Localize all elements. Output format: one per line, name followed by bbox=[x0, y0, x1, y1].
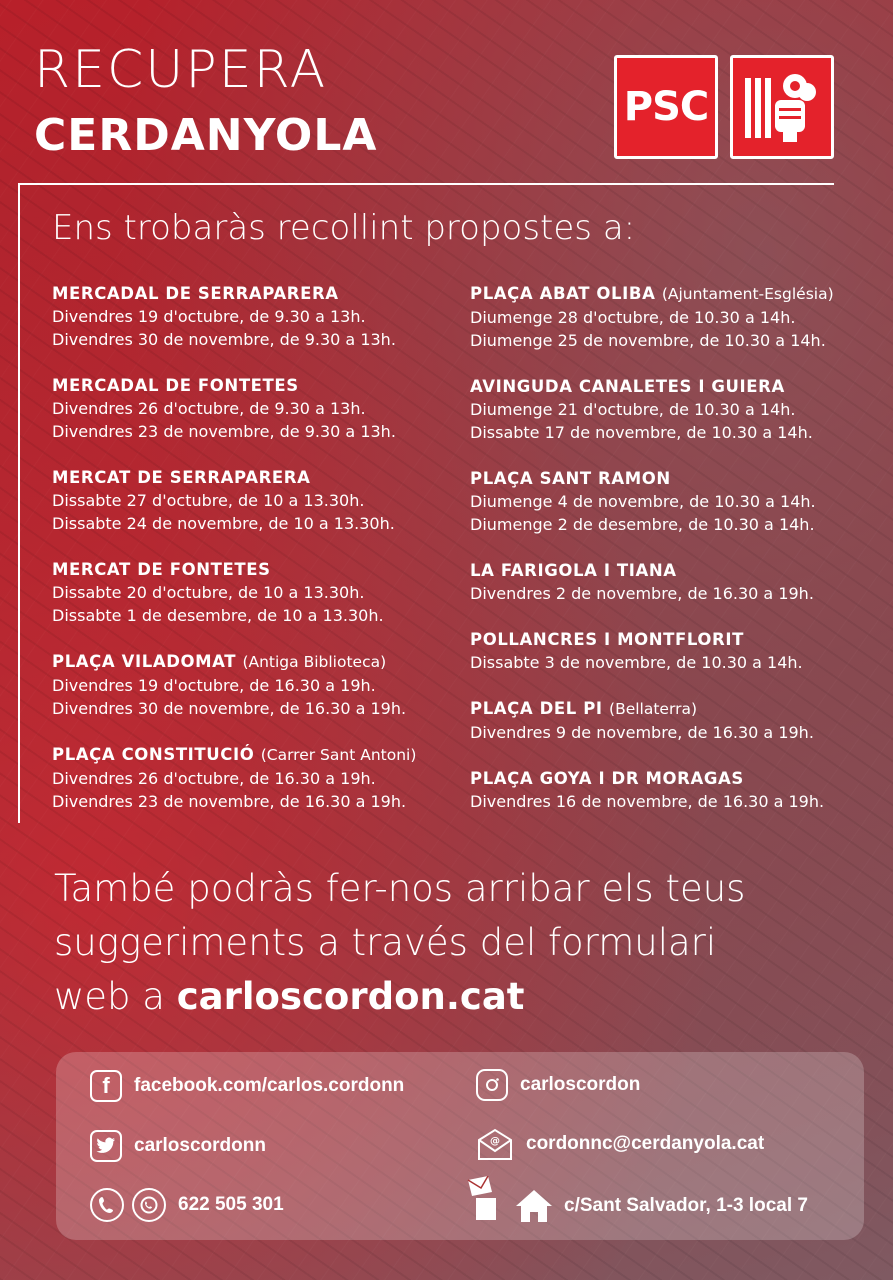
venue-block bbox=[470, 628, 870, 674]
venue-note: (Bellaterra) bbox=[609, 700, 697, 718]
venue-date: Dissabte 1 de desembre, de 10 a 13.30h. bbox=[52, 606, 384, 625]
venue-block bbox=[470, 559, 870, 605]
venue-date: Diumenge 25 de novembre, de 10.30 a 14h. bbox=[470, 331, 826, 350]
venue-date: Dissabte 20 d'octubre, de 10 a 13.30h. bbox=[52, 583, 365, 602]
email-icon bbox=[476, 1126, 514, 1162]
venue-name bbox=[470, 628, 870, 651]
venue-date: Diumenge 21 d'octubre, de 10.30 a 14h. bbox=[470, 400, 796, 419]
venue-title: MERCADAL DE SERRAPARERA bbox=[52, 284, 339, 303]
venue-date: Divendres 9 de novembre, de 16.30 a 19h. bbox=[470, 723, 814, 742]
closing-prefix: web a bbox=[54, 975, 177, 1018]
venue-block bbox=[52, 374, 452, 443]
venue-title: MERCAT DE FONTETES bbox=[52, 560, 271, 579]
venue-block bbox=[52, 282, 452, 351]
venue-block bbox=[52, 743, 452, 813]
venue-date: Diumenge 28 d'octubre, de 10.30 a 14h. bbox=[470, 308, 796, 327]
venue-block bbox=[470, 767, 870, 813]
twitter-text: carloscordonn bbox=[134, 1135, 266, 1156]
venue-date: Divendres 19 d'octubre, de 16.30 a 19h. bbox=[52, 676, 376, 695]
mailbox-icon bbox=[466, 1176, 508, 1222]
venue-date: Divendres 23 de novembre, de 9.30 a 13h. bbox=[52, 422, 396, 441]
svg-text:@: @ bbox=[490, 1136, 500, 1147]
venue-date: Divendres 2 de novembre, de 16.30 a 19h. bbox=[470, 584, 814, 603]
closing-line-3 bbox=[54, 970, 745, 1024]
closing-text bbox=[54, 862, 745, 1024]
title-line-2: CERDANYOLA bbox=[34, 110, 378, 161]
instagram-text: carloscordon bbox=[520, 1074, 641, 1095]
venue-note: (Ajuntament-Església) bbox=[661, 285, 834, 303]
facebook-icon: f bbox=[90, 1070, 122, 1102]
twitter-contact[interactable] bbox=[90, 1130, 266, 1162]
venue-name bbox=[470, 467, 870, 490]
psc-emblem-logo bbox=[730, 55, 834, 159]
psc-logo bbox=[614, 55, 718, 159]
venue-block bbox=[470, 282, 870, 352]
instagram-icon bbox=[476, 1069, 508, 1101]
venues-left-column bbox=[52, 282, 452, 836]
venue-date: Divendres 30 de novembre, de 9.30 a 13h. bbox=[52, 330, 396, 349]
venue-date: Dissabte 3 de novembre, de 10.30 a 14h. bbox=[470, 653, 803, 672]
venue-title: PLAÇA SANT RAMON bbox=[470, 469, 671, 488]
house-icon bbox=[514, 1188, 554, 1224]
venue-title: PLAÇA GOYA I DR MORAGAS bbox=[470, 769, 744, 788]
phone-icon bbox=[90, 1188, 124, 1222]
address-contact[interactable] bbox=[466, 1174, 808, 1224]
contact-panel bbox=[56, 1052, 864, 1240]
venue-block bbox=[470, 467, 870, 536]
venue-block bbox=[52, 650, 452, 720]
venue-title: LA FARIGOLA I TIANA bbox=[470, 561, 677, 580]
venue-title: PLAÇA VILADOMAT bbox=[52, 652, 237, 671]
venue-name bbox=[52, 374, 452, 397]
venue-title: MERCADAL DE FONTETES bbox=[52, 376, 299, 395]
psc-logo-text: PSC bbox=[623, 84, 709, 130]
phone-text: 622 505 301 bbox=[178, 1194, 284, 1215]
whatsapp-icon bbox=[132, 1188, 166, 1222]
venue-name bbox=[470, 767, 870, 790]
venue-name bbox=[52, 282, 452, 305]
address-text: c/Sant Salvador, 1-3 local 7 bbox=[564, 1195, 808, 1216]
venue-date: Dissabte 24 de novembre, de 10 a 13.30h. bbox=[52, 514, 395, 533]
venue-date: Diumenge 4 de novembre, de 10.30 a 14h. bbox=[470, 492, 816, 511]
venue-date: Divendres 23 de novembre, de 16.30 a 19h. bbox=[52, 792, 407, 811]
venue-name bbox=[52, 650, 452, 674]
venue-title: AVINGUDA CANALETES I GUIERA bbox=[470, 377, 785, 396]
venue-block bbox=[52, 466, 452, 535]
venues-right-column bbox=[470, 282, 870, 836]
venue-block bbox=[470, 375, 870, 444]
website-link[interactable]: carloscordon.cat bbox=[176, 975, 525, 1018]
venue-date: Dissabte 27 d'octubre, de 10 a 13.30h. bbox=[52, 491, 365, 510]
venue-date: Divendres 19 d'octubre, de 9.30 a 13h. bbox=[52, 307, 366, 326]
closing-line-2: suggeriments a través del formulari bbox=[54, 921, 717, 964]
venue-date: Diumenge 2 de desembre, de 10.30 a 14h. bbox=[470, 515, 815, 534]
venue-name bbox=[52, 466, 452, 489]
venue-date: Divendres 26 d'octubre, de 16.30 a 19h. bbox=[52, 769, 376, 788]
subtitle: Ens trobaràs recollint propostes a: bbox=[52, 208, 636, 248]
venue-note: (Antiga Biblioteca) bbox=[242, 653, 387, 671]
venue-date: Dissabte 17 de novembre, de 10.30 a 14h. bbox=[470, 423, 813, 442]
title-line-1: RECUPERA bbox=[34, 40, 328, 100]
frame-top-line bbox=[18, 183, 834, 185]
instagram-contact[interactable] bbox=[476, 1069, 640, 1101]
venue-note: (Carrer Sant Antoni) bbox=[260, 746, 417, 764]
venue-name bbox=[470, 697, 870, 721]
venue-title: PLAÇA CONSTITUCIÓ bbox=[52, 745, 255, 764]
venue-name bbox=[470, 282, 870, 306]
venue-block bbox=[52, 558, 452, 627]
venue-date: Divendres 16 de novembre, de 16.30 a 19h. bbox=[470, 792, 825, 811]
fist-rose-icon bbox=[733, 58, 831, 156]
venue-title: MERCAT DE SERRAPARERA bbox=[52, 468, 311, 487]
venue-block bbox=[470, 697, 870, 744]
venue-title: POLLANCRES I MONTFLORIT bbox=[470, 630, 744, 649]
venue-name bbox=[470, 375, 870, 398]
venue-name bbox=[52, 743, 452, 767]
facebook-contact[interactable] bbox=[90, 1070, 404, 1102]
frame-left-line bbox=[18, 183, 20, 823]
phone-contact[interactable] bbox=[90, 1188, 284, 1222]
facebook-text: facebook.com/carlos.cordonn bbox=[134, 1075, 405, 1096]
venue-name bbox=[52, 558, 452, 581]
venue-title: PLAÇA ABAT OLIBA bbox=[470, 284, 656, 303]
venue-name bbox=[470, 559, 870, 582]
venue-date: Divendres 30 de novembre, de 16.30 a 19h. bbox=[52, 699, 407, 718]
email-text: cordonnc@cerdanyola.cat bbox=[526, 1133, 765, 1154]
email-contact[interactable] bbox=[476, 1126, 764, 1162]
venue-title: PLAÇA DEL PI bbox=[470, 699, 603, 718]
closing-line-1: També podràs fer-nos arribar els teus bbox=[54, 867, 746, 910]
venue-date: Divendres 26 d'octubre, de 9.30 a 13h. bbox=[52, 399, 366, 418]
twitter-icon bbox=[90, 1130, 122, 1162]
